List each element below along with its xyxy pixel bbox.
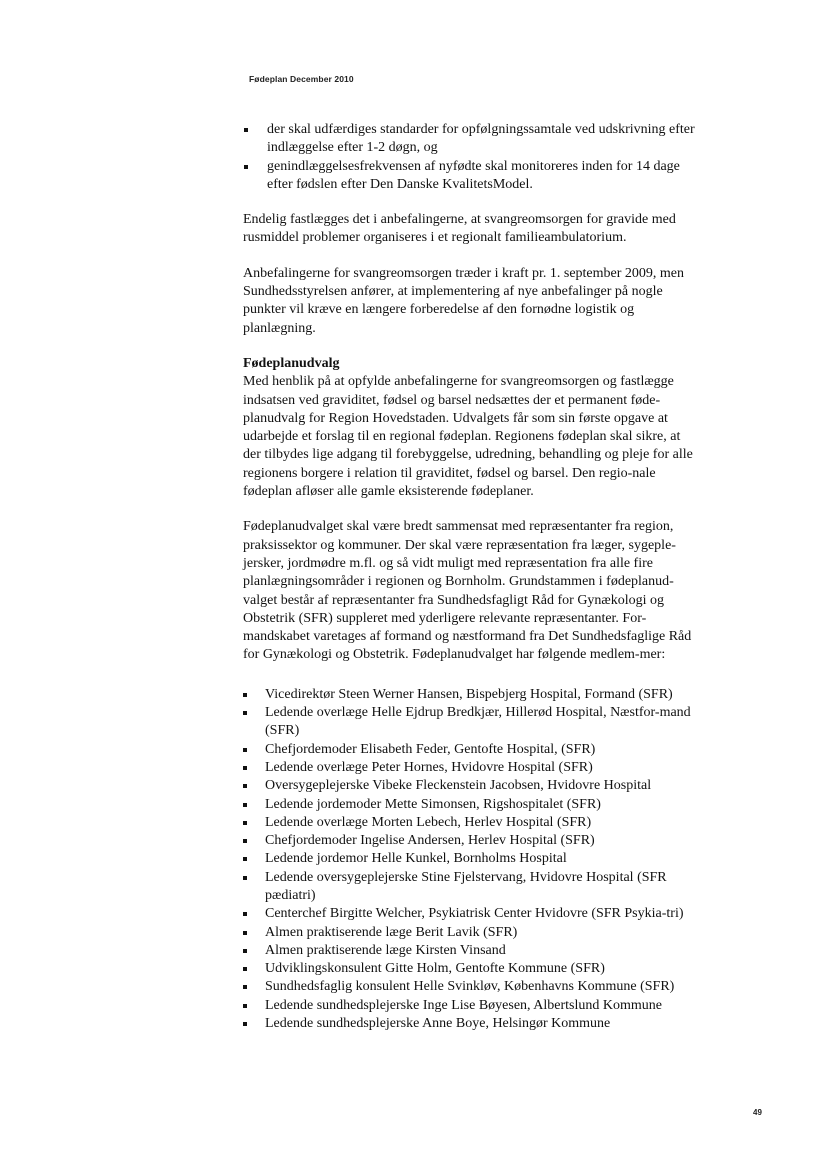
list-item: Ledende jordemor Helle Kunkel, Bornholms Hospital (243, 850, 698, 868)
list-item: Sundhedsfaglig konsulent Helle Svinkløv, Københavns Kommune (SFR) (243, 978, 698, 996)
list-item: der skal udfærdiges standarder for opfølgningssamtale ved udskrivning efter indlæggelse efter 1-2 døgn, og (243, 121, 698, 158)
list-item: Ledende overlæge Morten Lebech, Herlev Hospital (SFR) (243, 814, 698, 832)
list-item: Chefjordemoder Ingelise Andersen, Herlev Hospital (SFR) (243, 832, 698, 850)
page-content (243, 121, 698, 1033)
document-header: Fødeplan December 2010 (249, 74, 354, 84)
paragraph-committee-purpose: Med henblik på at opfylde anbefalingerne for svangreomsorgen og fastlægge indsatsen ved graviditet, fødsel og barsel nedsættes der et permanent føde-planudvalg for Region Hovedstaden. Udvalgets får som sin første opgave at udarbejde et forslag til en regional fødeplan. Regionens fødeplan skal sikre, at der tilbydes lige adgang til forebyggelse, udredning, behandling og pleje for alle regionens borgere i relation til graviditet, fødsel og barsel. Den regio-nale fødeplan afløser alle gamle eksisterende fødeplaner. (243, 374, 693, 500)
list-item: Centerchef Birgitte Welcher, Psykiatrisk Center Hvidovre (SFR Psykia-tri) (243, 905, 698, 923)
list-item: Ledende overlæge Peter Hornes, Hvidovre Hospital (SFR) (243, 759, 698, 777)
list-item: Almen praktiserende læge Berit Lavik (SFR) (243, 924, 698, 942)
paragraph-implementation: Anbefalingerne for svangreomsorgen træder i kraft pr. 1. september 2009, men Sundhedsstyrelsen anfører, at implementering af nye anbefalinger på nogle punkter vil kræve en længere forberedelse af den fornødne logistik og planlægning. (243, 265, 684, 336)
list-item: Ledende oversygeplejerske Stine Fjelstervang, Hvidovre Hospital (SFR pædiatri) (243, 869, 698, 906)
list-item: Oversygeplejerske Vibeke Fleckenstein Jacobsen, Hvidovre Hospital (243, 777, 698, 795)
paragraph-familieambulatorium: Endelig fastlægges det i anbefalingerne, at svangreomsorgen for gravide med rusmiddel problemer organiseres i et regionalt familieambulatorium. (243, 212, 676, 246)
member-list (243, 686, 698, 1034)
list-item: Ledende jordemoder Mette Simonsen, Rigshospitalet (SFR) (243, 796, 698, 814)
list-item: Ledende sundhedsplejerske Anne Boye, Helsingør Kommune (243, 1015, 698, 1033)
list-item: Ledende sundhedsplejerske Inge Lise Bøyesen, Albertslund Kommune (243, 997, 698, 1015)
intro-bullet-list (243, 121, 698, 194)
page-number: 49 (753, 1108, 762, 1117)
list-item: genindlæggelsesfrekvensen af nyfødte skal monitoreres inden for 14 dage efter fødslen efter Den Danske KvalitetsModel. (243, 158, 698, 195)
list-item: Chefjordemoder Elisabeth Feder, Gentofte Hospital, (SFR) (243, 741, 698, 759)
list-item: Ledende overlæge Helle Ejdrup Bredkjær, Hillerød Hospital, Næstfor-mand (SFR) (243, 704, 698, 741)
section-heading: Fødeplanudvalg (243, 355, 340, 371)
list-item: Udviklingskonsulent Gitte Holm, Gentofte Kommune (SFR) (243, 960, 698, 978)
paragraph-committee-composition: Fødeplanudvalget skal være bredt sammensat med repræsentanter fra region, praksissektor og kommuner. Der skal være repræsentation fra læger, sygeple-jersker, jordmødre m.fl. og så vidt muligt med repræsentation fra alle fire planlægningsområder i regionen og Bornholm. Grundstammen i fødeplanud-valget består af repræsentanter fra Sundhedsfagligt Råd for Gynækologi og Obstetrik (SFR) suppleret med yderligere relevante repræsentanter. For-mandskabet varetages af formand og næstformand fra Det Sundhedsfaglige Råd for Gynækologi og Obstetrik. Fødeplanudvalget har følgende medlem-mer: (243, 519, 692, 663)
list-item: Almen praktiserende læge Kirsten Vinsand (243, 942, 698, 960)
list-item: Vicedirektør Steen Werner Hansen, Bispebjerg Hospital, Formand (SFR) (243, 686, 698, 704)
